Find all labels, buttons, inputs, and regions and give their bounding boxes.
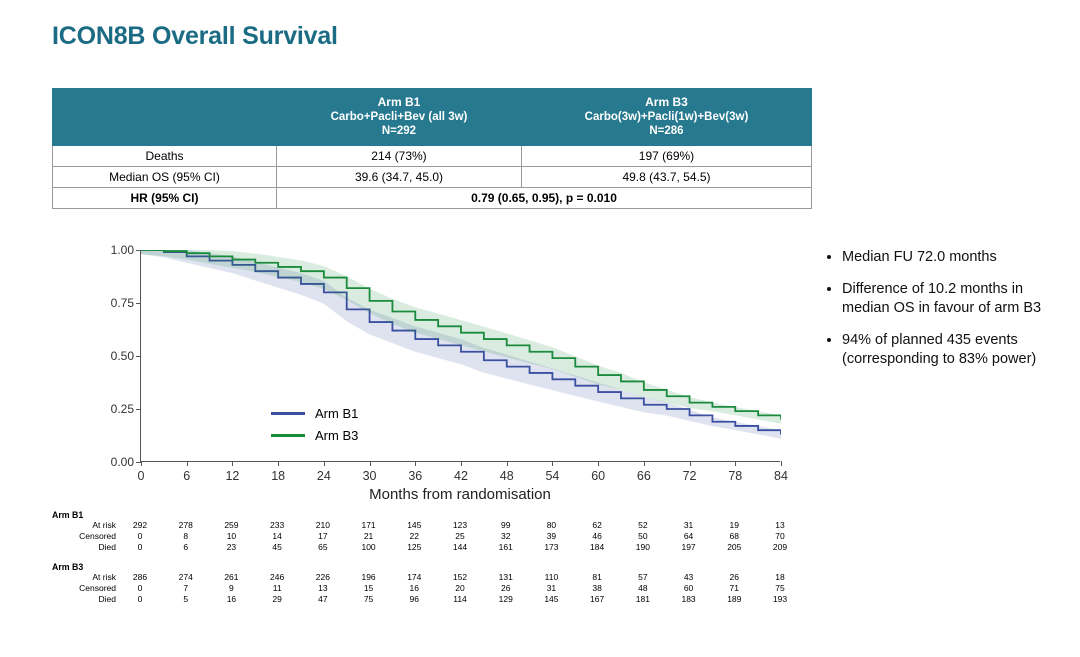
x-axis-tick: 24 — [316, 469, 331, 483]
x-axis-tickmark — [415, 461, 416, 466]
risk-cell: 152 — [452, 572, 468, 582]
risk-row-label: Censored — [79, 531, 116, 541]
plot-area — [110, 243, 788, 483]
x-axis-tick: 18 — [271, 469, 286, 483]
risk-cell: 5 — [183, 594, 189, 604]
x-axis-tick: 6 — [183, 469, 191, 483]
y-axis-tick: 0.75 — [110, 296, 134, 310]
hr-value: 0.79 (0.65, 0.95), p = 0.010 — [277, 187, 812, 208]
risk-cell: 286 — [132, 572, 148, 582]
row-label-deaths: Deaths — [53, 145, 277, 166]
risk-cell: 131 — [498, 572, 513, 582]
risk-cell: 80 — [546, 520, 557, 530]
y-axis-tick: 1.00 — [110, 243, 134, 257]
median-os-b3: 49.8 (43.7, 54.5) — [521, 166, 811, 187]
risk-cell: 75 — [363, 594, 374, 604]
x-axis-tickmark — [644, 461, 645, 466]
confidence-band — [141, 250, 781, 424]
risk-cell: 161 — [498, 542, 513, 552]
risk-row-label: Died — [98, 594, 116, 604]
row-label-hr: HR (95% CI) — [53, 187, 277, 208]
y-axis-tickmark — [136, 356, 141, 357]
x-axis-tickmark — [324, 461, 325, 466]
deaths-b1: 214 (73%) — [277, 145, 522, 166]
risk-cell: 114 — [453, 594, 467, 604]
risk-group — [52, 562, 812, 606]
x-axis-tickmark — [187, 461, 188, 466]
bullet-items — [824, 248, 1064, 370]
x-axis-tickmark — [370, 461, 371, 466]
x-axis-tick: 78 — [728, 469, 743, 483]
risk-cell: 64 — [683, 531, 694, 541]
risk-cell: 145 — [407, 520, 422, 530]
risk-cell: 10 — [226, 531, 237, 541]
risk-cell: 45 — [272, 542, 282, 552]
risk-cell: 292 — [132, 520, 148, 530]
risk-cell: 52 — [638, 520, 648, 530]
x-axis-tick: 72 — [682, 469, 697, 483]
x-axis-tick: 42 — [454, 469, 468, 483]
risk-cell: 38 — [592, 583, 602, 593]
x-axis-tick: 54 — [545, 469, 560, 483]
risk-cell: 144 — [452, 542, 468, 552]
arm-b1-name: Arm B1 — [377, 95, 421, 109]
risk-row-label: At risk — [92, 520, 116, 530]
risk-cell: 16 — [409, 583, 420, 593]
risk-group-arm-label: Arm B3 — [52, 562, 84, 572]
risk-cell: 13 — [775, 520, 785, 530]
list-item: • 94% of planned 435 events (corresponding to 83% power) — [842, 331, 1064, 370]
x-axis-tickmark — [690, 461, 691, 466]
x-axis-tick: 66 — [636, 469, 651, 483]
risk-cell: 17 — [318, 531, 328, 541]
x-axis-tickmark — [232, 461, 233, 466]
risk-cell: 0 — [137, 542, 143, 552]
legend-swatch-arm-b1 — [271, 412, 305, 415]
risk-cell: 189 — [727, 594, 742, 604]
risk-cell: 71 — [729, 583, 740, 593]
risk-cell: 25 — [455, 531, 465, 541]
deaths-b3: 197 (69%) — [521, 145, 811, 166]
page-title: ICON8B Overall Survival — [52, 22, 338, 50]
risk-cell: 145 — [544, 594, 559, 604]
risk-cell: 96 — [409, 594, 420, 604]
x-axis-tickmark — [552, 461, 553, 466]
risk-group-arm-label: Arm B1 — [52, 510, 84, 520]
risk-cell: 174 — [407, 572, 422, 582]
risk-cell: 57 — [638, 572, 648, 582]
risk-cell: 22 — [409, 531, 420, 541]
survival-curves — [141, 250, 781, 462]
x-axis-tickmark — [507, 461, 508, 466]
risk-cell: 123 — [452, 520, 468, 530]
risk-cell: 8 — [183, 531, 189, 541]
risk-cell: 70 — [775, 531, 785, 541]
arm-b3-n: N=286 — [649, 125, 684, 138]
risk-cell: 210 — [315, 520, 330, 530]
risk-cell: 75 — [775, 583, 785, 593]
risk-cell: 100 — [361, 542, 376, 552]
risk-cell: 65 — [318, 542, 328, 552]
y-axis-tick: 0.50 — [110, 349, 134, 363]
km-chart — [52, 238, 812, 528]
risk-cell: 6 — [183, 542, 189, 552]
arm-b3-name: Arm B3 — [645, 95, 688, 109]
risk-cell: 31 — [546, 583, 557, 593]
risk-cell: 0 — [137, 531, 143, 541]
risk-cell: 23 — [226, 542, 237, 552]
risk-cell: 46 — [592, 531, 602, 541]
risk-cell: 246 — [270, 572, 285, 582]
risk-cell: 68 — [729, 531, 740, 541]
risk-row-label: Died — [98, 542, 116, 552]
risk-group — [52, 510, 812, 554]
median-os-b1: 39.6 (34.7, 45.0) — [277, 166, 522, 187]
list-item: • Difference of 10.2 months in median OS in favour of arm B3 — [842, 280, 1064, 319]
table-header-row — [53, 89, 812, 146]
x-axis-tick: 30 — [362, 469, 377, 483]
risk-cell: 9 — [229, 583, 234, 593]
x-axis-tick: 0 — [137, 469, 145, 483]
x-axis-tick: 60 — [591, 469, 606, 483]
risk-cell: 125 — [407, 542, 422, 552]
x-axis-tick: 48 — [499, 469, 514, 483]
risk-cell: 167 — [590, 594, 605, 604]
row-label-median-os: Median OS (95% CI) — [53, 166, 277, 187]
risk-cell: 183 — [681, 594, 696, 604]
risk-cell: 193 — [772, 594, 788, 604]
x-axis-tickmark — [461, 461, 462, 466]
risk-cell: 110 — [544, 572, 559, 582]
x-axis-tick: 36 — [408, 469, 423, 483]
risk-cell: 278 — [178, 520, 193, 530]
table-row-hr — [53, 187, 812, 208]
risk-table — [52, 510, 812, 606]
table-header-arm-b1 — [277, 89, 522, 146]
x-axis-tickmark — [781, 461, 782, 466]
risk-cell: 26 — [500, 583, 511, 593]
risk-cell: 226 — [315, 572, 330, 582]
risk-cell: 31 — [683, 520, 694, 530]
risk-row-label: Censored — [79, 583, 116, 593]
risk-cell: 233 — [270, 520, 285, 530]
chart-legend — [271, 402, 358, 446]
risk-cell: 50 — [638, 531, 648, 541]
x-axis-tickmark — [278, 461, 279, 466]
bullet-list — [824, 248, 1064, 382]
risk-cell: 99 — [500, 520, 511, 530]
risk-cell: 0 — [137, 594, 143, 604]
table-header-arm-b3 — [521, 89, 811, 146]
arm-b3-regimen: Carbo(3w)+Pacli(1w)+Bev(3w) — [584, 111, 749, 123]
x-axis-tick: 84 — [774, 469, 788, 483]
legend-label-arm-b3: Arm B3 — [315, 427, 359, 443]
risk-row-values — [137, 510, 788, 554]
y-axis-tickmark — [136, 250, 141, 251]
risk-cell: 29 — [272, 594, 282, 604]
risk-cell: 7 — [183, 583, 189, 593]
risk-cell: 43 — [683, 572, 694, 582]
x-axis-tick: 12 — [225, 469, 240, 483]
legend-item-arm-b3 — [271, 424, 358, 446]
risk-cell: 39 — [546, 531, 557, 541]
risk-row-label: At risk — [92, 572, 116, 582]
risk-cell: 81 — [592, 572, 602, 582]
risk-cell: 48 — [638, 583, 648, 593]
risk-cell: 60 — [683, 583, 694, 593]
risk-cell: 181 — [635, 594, 650, 604]
risk-cell: 261 — [224, 572, 239, 582]
risk-cell: 205 — [727, 542, 742, 552]
risk-cell: 62 — [592, 520, 602, 530]
risk-cell: 20 — [455, 583, 465, 593]
risk-cell: 19 — [729, 520, 740, 530]
risk-row-values — [137, 562, 788, 606]
x-axis-tickmark — [598, 461, 599, 466]
risk-cell: 173 — [544, 542, 559, 552]
risk-cell: 21 — [363, 531, 374, 541]
risk-cell: 11 — [272, 583, 282, 593]
risk-cell: 129 — [498, 594, 513, 604]
summary-table — [52, 88, 812, 209]
legend-item-arm-b1 — [271, 402, 358, 424]
risk-cell: 32 — [500, 531, 511, 541]
table-corner-cell — [53, 89, 277, 146]
risk-cell: 14 — [272, 531, 282, 541]
list-item: • Median FU 72.0 months — [842, 248, 1064, 268]
risk-cell: 18 — [775, 572, 785, 582]
y-axis-tickmark — [136, 303, 141, 304]
risk-cell: 47 — [318, 594, 328, 604]
y-axis-tick: 0.00 — [110, 455, 134, 469]
arm-b1-regimen: Carbo+Pacli+Bev (all 3w) — [330, 111, 468, 123]
risk-cell: 197 — [681, 542, 696, 552]
y-axis-tick: 0.25 — [110, 402, 134, 416]
risk-cell: 190 — [635, 542, 650, 552]
legend-swatch-arm-b3 — [271, 434, 305, 437]
risk-cell: 0 — [137, 583, 143, 593]
risk-cell: 13 — [318, 583, 328, 593]
x-axis-tickmark — [735, 461, 736, 466]
risk-cell: 16 — [226, 594, 237, 604]
table-row — [53, 145, 812, 166]
arm-b1-n: N=292 — [381, 125, 417, 138]
risk-cell: 15 — [363, 583, 374, 593]
x-axis-label: Months from randomisation — [369, 486, 551, 503]
risk-cell: 196 — [361, 572, 376, 582]
risk-cell: 171 — [361, 520, 376, 530]
risk-cell: 26 — [729, 572, 740, 582]
table-row — [53, 166, 812, 187]
risk-cell: 274 — [178, 572, 193, 582]
risk-cell: 259 — [224, 520, 239, 530]
legend-label-arm-b1: Arm B1 — [315, 405, 359, 421]
risk-cell: 184 — [590, 542, 605, 552]
risk-cell: 209 — [772, 542, 788, 552]
y-axis-tickmark — [136, 409, 141, 410]
x-axis-tickmark — [141, 461, 142, 466]
